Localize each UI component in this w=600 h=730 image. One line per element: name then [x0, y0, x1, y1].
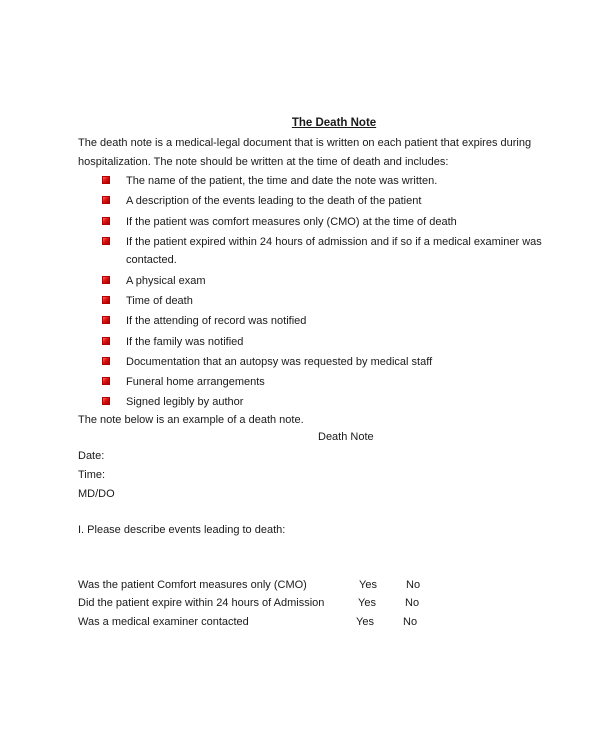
list-item: If the attending of record was notified — [0, 312, 546, 331]
bullet-icon — [102, 217, 110, 225]
yes-option: Yes — [356, 616, 374, 628]
no-option: No — [403, 616, 418, 628]
bullet-icon — [102, 357, 110, 365]
bullet-icon — [102, 237, 110, 245]
intro-line-2: hospitalization. The note should be written at the time of death and includes: — [78, 155, 449, 168]
document-title: The Death Note — [291, 117, 377, 129]
question-row-cmo — [78, 579, 478, 597]
bullet-icon — [102, 316, 110, 324]
list-item: A description of the events leading to the death of the patient — [0, 192, 546, 211]
question-row-medical-examiner — [78, 616, 478, 634]
intro-line-1: The death note is a medical-legal document that is written on each patient that expires during — [78, 137, 532, 149]
example-intro-text: The note below is an example of a death note. — [78, 414, 304, 426]
list-item: Funeral home arrangements — [0, 373, 546, 392]
no-option: No — [405, 597, 420, 609]
date-field-label: Date: — [78, 450, 105, 462]
list-item: If the patient was comfort measures only (CMO) at the time of death — [0, 213, 546, 232]
question-text: Was the patient Comfort measures only (CMO) — [78, 579, 307, 591]
bullet-icon — [102, 377, 110, 385]
yes-option: Yes — [358, 597, 376, 609]
list-item: Documentation that an autopsy was requested by medical staff — [0, 353, 546, 372]
yes-option: Yes — [359, 579, 377, 591]
list-item: If the family was notified — [0, 333, 546, 352]
intro-paragraph — [78, 134, 548, 171]
question-text: Was a medical examiner contacted — [78, 616, 249, 628]
no-option: No — [406, 579, 421, 591]
bullet-icon — [102, 196, 110, 204]
md-do-field-label: MD/DO — [78, 488, 115, 500]
bullet-icon — [102, 397, 110, 405]
list-item: The name of the patient, the time and date the note was written. — [0, 172, 546, 191]
question-row-24-hours — [78, 597, 478, 615]
list-item: Signed legibly by author — [0, 393, 546, 412]
bullet-icon — [102, 337, 110, 345]
question-text: Did the patient expire within 24 hours of Admission — [78, 597, 325, 609]
bullet-icon — [102, 296, 110, 304]
list-item: If the patient expired within 24 hours of admission and if so if a medical examiner was contacted. — [0, 233, 546, 270]
describe-events-prompt: I. Please describe events leading to death: — [78, 524, 286, 536]
example-heading: Death Note — [318, 431, 374, 443]
bullet-icon — [102, 176, 110, 184]
bullet-icon — [102, 276, 110, 284]
requirements-list — [0, 172, 546, 414]
list-item: A physical exam — [0, 272, 546, 291]
time-field-label: Time: — [78, 469, 106, 481]
list-item: Time of death — [0, 292, 546, 311]
